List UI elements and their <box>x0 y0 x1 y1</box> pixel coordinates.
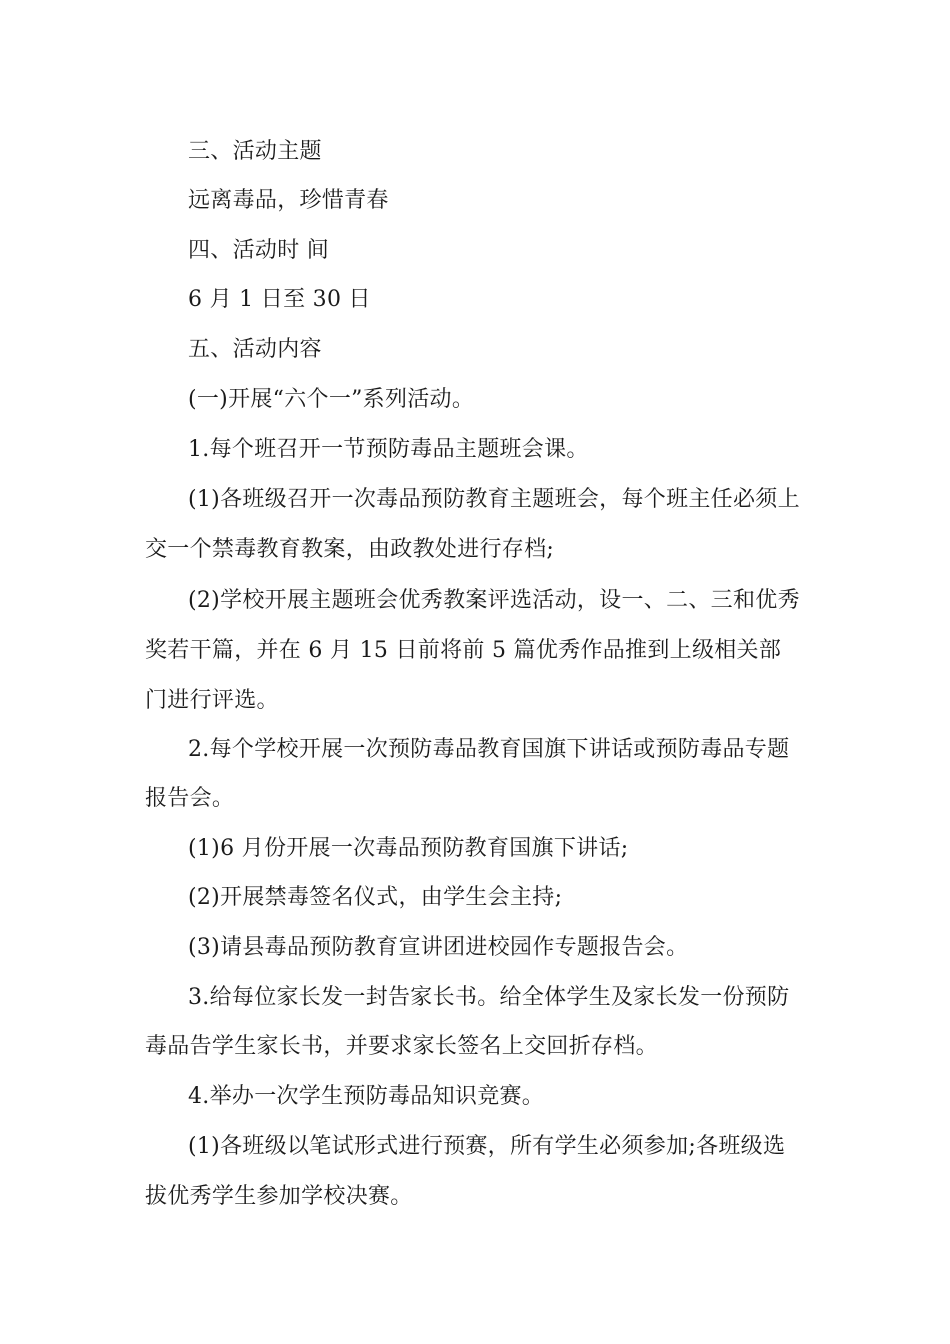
item-1-sub-1-line-1: (1)各班级召开一次毒品预防教育主题班会，每个班主任必须上 <box>188 487 800 512</box>
item-4: 4.举办一次学生预防毒品知识竞赛。 <box>188 1084 545 1109</box>
item-3-line-1: 3.给每位家长发一封告家长书。给全体学生及家长发一份预防 <box>188 985 790 1010</box>
heading-activity-theme: 三、活动主题 <box>188 139 322 164</box>
section-six-activities: (一)开展“六个一”系列活动。 <box>188 387 475 412</box>
time-text: 6 月 1 日至 30 日 <box>188 287 371 312</box>
item-1-sub-2-line-1: (2)学校开展主题班会优秀教案评选活动，设一、二、三和优秀 <box>188 588 800 613</box>
item-1-sub-2-line-2: 奖若干篇，并在 6 月 15 日前将前 5 篇优秀作品推到上级相关部 <box>145 638 782 663</box>
item-1-sub-2-line-3: 门进行评选。 <box>145 688 279 713</box>
item-2-line-1: 2.每个学校开展一次预防毒品教育国旗下讲话或预防毒品专题 <box>188 737 790 762</box>
item-3-line-2: 毒品告学生家长书，并要求家长签名上交回折存档。 <box>145 1034 658 1059</box>
theme-text: 远离毒品，珍惜青春 <box>188 188 389 213</box>
item-2-sub-2: (2)开展禁毒签名仪式，由学生会主持; <box>188 885 563 910</box>
item-1-sub-1-line-2: 交一个禁毒教育教案，由政教处进行存档; <box>145 537 555 562</box>
heading-activity-content: 五、活动内容 <box>188 337 322 362</box>
item-1: 1.每个班召开一节预防毒品主题班会课。 <box>188 437 589 462</box>
item-4-sub-1-line-1: (1)各班级以笔试形式进行预赛，所有学生必须参加;各班级选 <box>188 1134 786 1159</box>
item-2-line-2: 报告会。 <box>145 786 235 811</box>
item-2-sub-1: (1)6 月份开展一次毒品预防教育国旗下讲话; <box>188 836 629 861</box>
item-4-sub-1-line-2: 拔优秀学生参加学校决赛。 <box>145 1184 413 1209</box>
item-2-sub-3: (3)请县毒品预防教育宣讲团进校园作专题报告会。 <box>188 935 689 960</box>
heading-activity-time: 四、活动时 间 <box>188 238 330 263</box>
